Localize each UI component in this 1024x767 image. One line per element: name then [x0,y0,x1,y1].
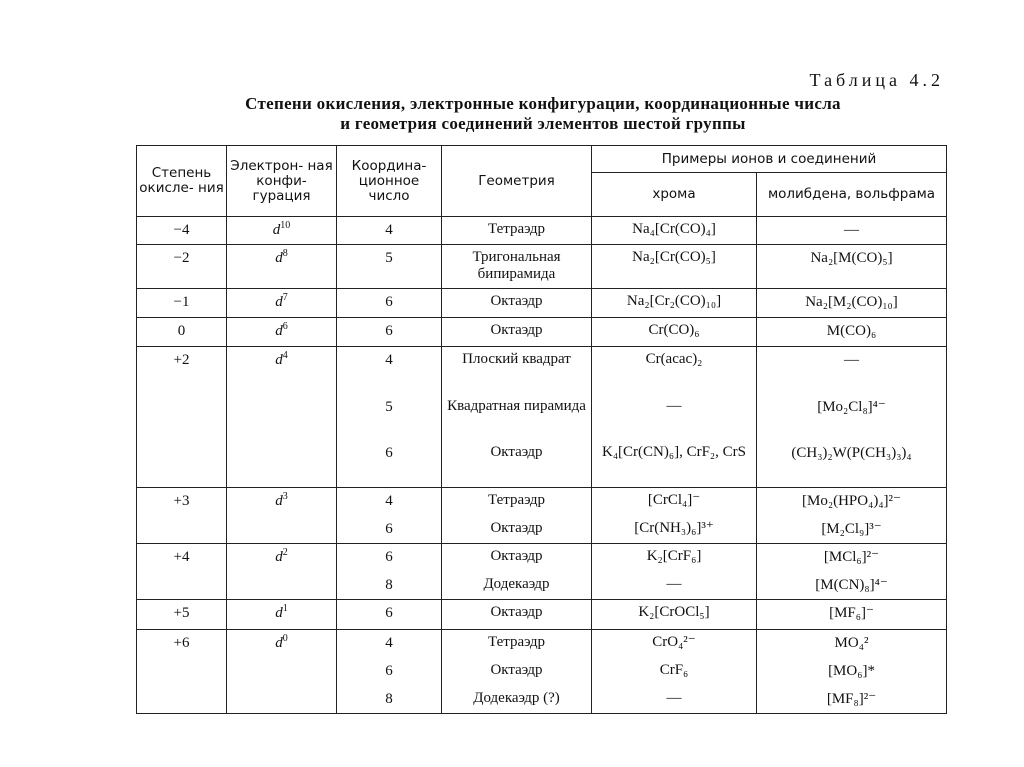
cell-chromium-example: Na₂[Cr₂(CO)₁₀] [592,289,757,318]
cell-geometry: Октаэдр [442,516,592,544]
cell-geometry: Тетраэдр [442,630,592,658]
config-letter: d [272,222,281,238]
cell-electron-config [227,289,337,318]
config-exponent: 8 [282,248,288,259]
config-letter: d [275,549,283,565]
cell-mo-w-example: [MF₈]²⁻ [757,686,947,714]
header-electron-config: Электрон- ная конфи- гурация [227,146,337,217]
cell-coord-number: 4 [337,347,442,394]
cell-oxidation-state [137,658,227,686]
cell-oxidation-state [137,440,227,488]
table-row [137,600,947,630]
cell-electron-config [227,686,337,714]
cell-chromium-example: Na₂[Cr(CO)₅] [592,245,757,289]
data-table [136,145,947,714]
table-row [137,544,947,572]
table-title-line1: Степени окисления, электронные конфигурации, координационные числа [245,94,841,113]
header-mo-w: молибдена, вольфрама [757,173,947,217]
cell-electron-config [227,572,337,600]
cell-chromium-example: — [592,572,757,600]
cell-electron-config [227,440,337,488]
cell-mo-w-example: [MCl₆]²⁻ [757,544,947,572]
table-title-line2: и геометрия соединений элементов шестой группы [340,114,746,133]
cell-oxidation-state: +2 [137,347,227,394]
table-body [137,217,947,714]
cell-oxidation-state: +5 [137,600,227,630]
cell-geometry: Квадратная пирамида [442,394,592,440]
cell-geometry: Тетраэдр [442,488,592,516]
cell-electron-config [227,658,337,686]
cell-geometry: Тригональная бипирамида [442,245,592,289]
cell-mo-w-example: Na₂[M₂(CO)₁₀] [757,289,947,318]
cell-geometry: Октаэдр [442,440,592,488]
config-letter: d [275,605,283,621]
cell-chromium-example: Cr(acac)₂ [592,347,757,394]
cell-oxidation-state: −2 [137,245,227,289]
cell-chromium-example: Na₄[Cr(CO)₄] [592,217,757,245]
cell-coord-number: 4 [337,630,442,658]
cell-coord-number: 6 [337,516,442,544]
cell-geometry: Октаэдр [442,600,592,630]
cell-coord-number: 8 [337,686,442,714]
cell-oxidation-state: −1 [137,289,227,318]
cell-coord-number: 6 [337,318,442,347]
cell-electron-config [227,630,337,658]
cell-coord-number: 6 [337,658,442,686]
cell-geometry: Тетраэдр [442,217,592,245]
config-exponent: 4 [282,350,288,361]
table-header [137,146,947,217]
cell-mo-w-example: [MO₆]* [757,658,947,686]
table-row [137,488,947,516]
table-number-label: Таблица 4.2 [809,70,944,90]
config-exponent: 2 [282,547,288,558]
header-examples: Примеры ионов и соединений [592,146,947,173]
cell-oxidation-state: +4 [137,544,227,572]
cell-mo-w-example: [M₂Cl₉]³⁻ [757,516,947,544]
cell-chromium-example: [Cr(NH₃)₆]³⁺ [592,516,757,544]
cell-coord-number: 6 [337,440,442,488]
header-chromium: хрома [592,173,757,217]
cell-mo-w-example: MO₄² [757,630,947,658]
table-row [137,289,947,318]
table-row [137,245,947,289]
config-exponent: 10 [280,220,291,231]
cell-electron-config [227,245,337,289]
cell-mo-w-example: [M(CN)₈]⁴⁻ [757,572,947,600]
table-row [137,394,947,440]
cell-chromium-example: K₂[CrOCl₅] [592,600,757,630]
table-row [137,658,947,686]
cell-coord-number: 8 [337,572,442,600]
table-row [137,686,947,714]
table-title [140,94,946,134]
table-row [137,440,947,488]
config-exponent: 0 [282,633,288,644]
cell-chromium-example: CrF₆ [592,658,757,686]
table-row [137,347,947,394]
cell-geometry: Октаэдр [442,289,592,318]
header-geometry: Геометрия [442,146,592,217]
config-exponent: 6 [282,321,288,332]
cell-chromium-example: — [592,686,757,714]
cell-chromium-example: [CrCl₄]⁻ [592,488,757,516]
cell-oxidation-state [137,572,227,600]
cell-electron-config [227,347,337,394]
cell-mo-w-example: [Mo₂(HPO₄)₄]²⁻ [757,488,947,516]
cell-coord-number: 6 [337,600,442,630]
cell-electron-config [227,516,337,544]
cell-coord-number: 5 [337,245,442,289]
cell-mo-w-example: (CH₃)₂W(P(CH₃)₃)₄ [757,440,947,488]
config-exponent: 1 [282,603,288,614]
cell-electron-config [227,394,337,440]
cell-geometry: Октаэдр [442,544,592,572]
cell-mo-w-example: — [757,347,947,394]
config-exponent: 3 [282,491,288,502]
config-letter: d [275,493,283,509]
cell-electron-config [227,217,337,245]
cell-chromium-example: K₄[Cr(CN)₆], CrF₂, CrS [592,440,757,488]
cell-oxidation-state [137,516,227,544]
cell-coord-number: 6 [337,544,442,572]
cell-coord-number: 5 [337,394,442,440]
config-letter: d [275,250,283,266]
header-oxidation-state: Степень окисле- ния [137,146,227,217]
cell-coord-number: 6 [337,289,442,318]
cell-mo-w-example: [MF₆]⁻ [757,600,947,630]
cell-oxidation-state: 0 [137,318,227,347]
table-row [137,630,947,658]
table-row [137,217,947,245]
cell-electron-config [227,488,337,516]
cell-geometry: Додекаэдр [442,572,592,600]
table-row [137,516,947,544]
cell-mo-w-example: Na₂[M(CO)₅] [757,245,947,289]
cell-mo-w-example: — [757,217,947,245]
cell-coord-number: 4 [337,488,442,516]
cell-oxidation-state: −4 [137,217,227,245]
cell-chromium-example: Cr(CO)₆ [592,318,757,347]
config-letter: d [275,352,283,368]
cell-electron-config [227,600,337,630]
table-row [137,318,947,347]
cell-mo-w-example: M(CO)₆ [757,318,947,347]
cell-geometry: Плоский квадрат [442,347,592,394]
table-row [137,572,947,600]
cell-geometry: Додекаэдр (?) [442,686,592,714]
cell-chromium-example: CrO₄²⁻ [592,630,757,658]
cell-chromium-example: — [592,394,757,440]
cell-oxidation-state [137,686,227,714]
header-coord-number: Координа- ционное число [337,146,442,217]
config-exponent: 7 [282,292,288,303]
config-letter: d [275,323,283,339]
config-letter: d [275,294,283,310]
cell-electron-config [227,544,337,572]
cell-oxidation-state [137,394,227,440]
cell-geometry: Октаэдр [442,318,592,347]
cell-geometry: Октаэдр [442,658,592,686]
cell-chromium-example: K₂[CrF₆] [592,544,757,572]
config-letter: d [275,635,283,651]
cell-mo-w-example: [Mo₂Cl₈]⁴⁻ [757,394,947,440]
cell-oxidation-state: +3 [137,488,227,516]
cell-electron-config [227,318,337,347]
cell-coord-number: 4 [337,217,442,245]
cell-oxidation-state: +6 [137,630,227,658]
